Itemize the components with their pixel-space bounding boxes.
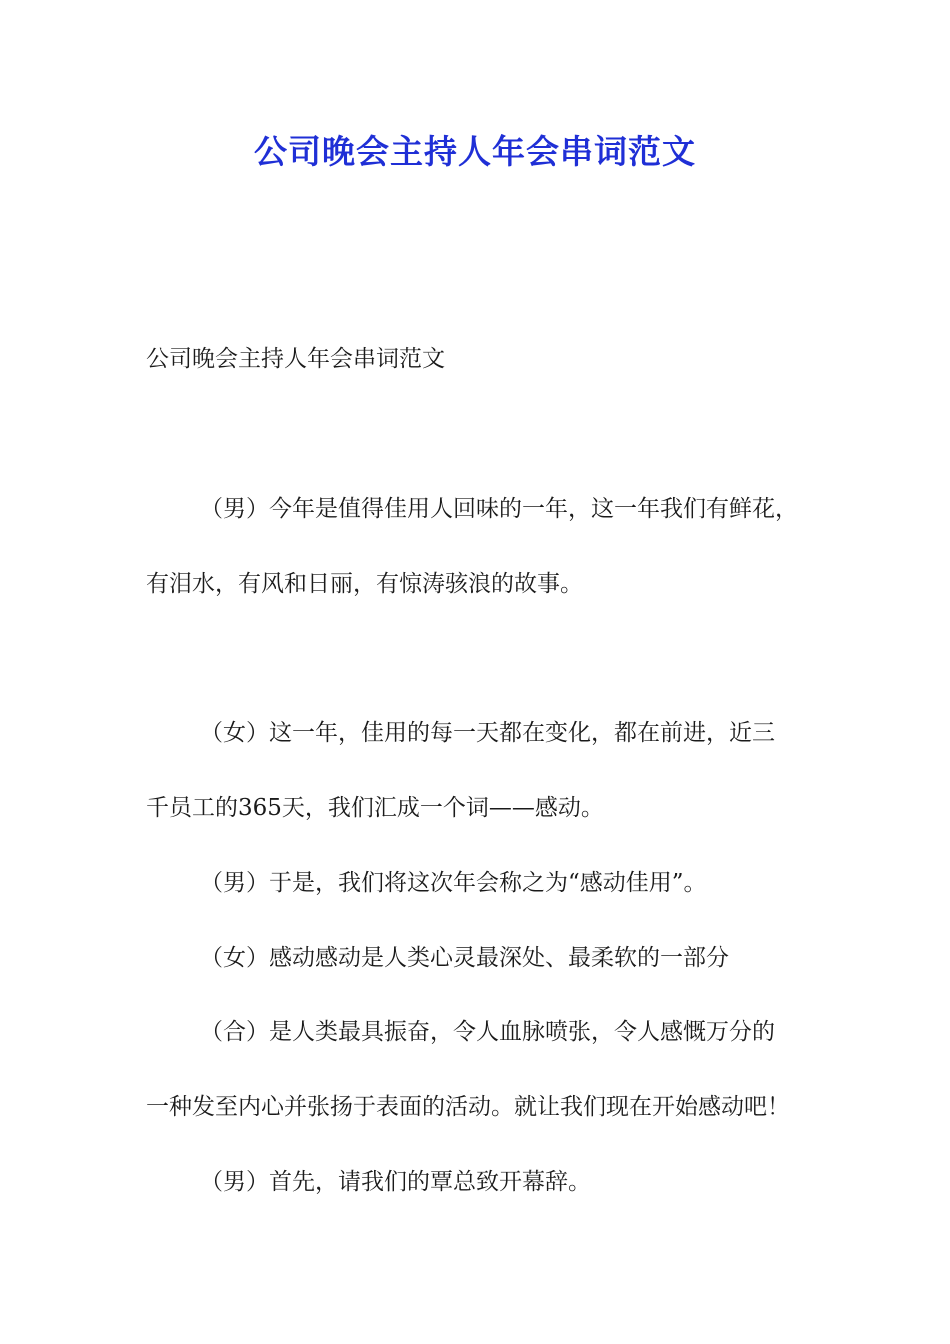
paragraph-line: （男）于是，我们将这次年会称之为“感动佳用”。 [200,870,707,896]
paragraph-line: 有泪水，有风和日丽，有惊涛骇浪的故事。 [146,571,583,597]
paragraph-line: 一种发至内心并张扬于表面的活动。就让我们现在开始感动吧！ [146,1094,790,1120]
paragraph-line: （女）这一年，佳用的每一天都在变化，都在前进，近三 [200,720,775,746]
paragraph-line: （男）今年是值得佳用人回味的一年，这一年我们有鲜花， [200,496,798,522]
paragraph-line: （合）是人类最具振奋，令人血脉喷张，令人感慨万分的 [200,1019,775,1045]
document-title: 公司晚会主持人年会串词范文 [254,132,696,171]
paragraph-line: （男）首先，请我们的覃总致开幕辞。 [200,1169,591,1195]
document-subtitle: 公司晚会主持人年会串词范文 [146,346,445,372]
paragraph-line: 千员工的365天，我们汇成一个词——感动。 [146,795,604,821]
paragraph-line: （女）感动感动是人类心灵最深处、最柔软的一部分 [200,945,729,971]
